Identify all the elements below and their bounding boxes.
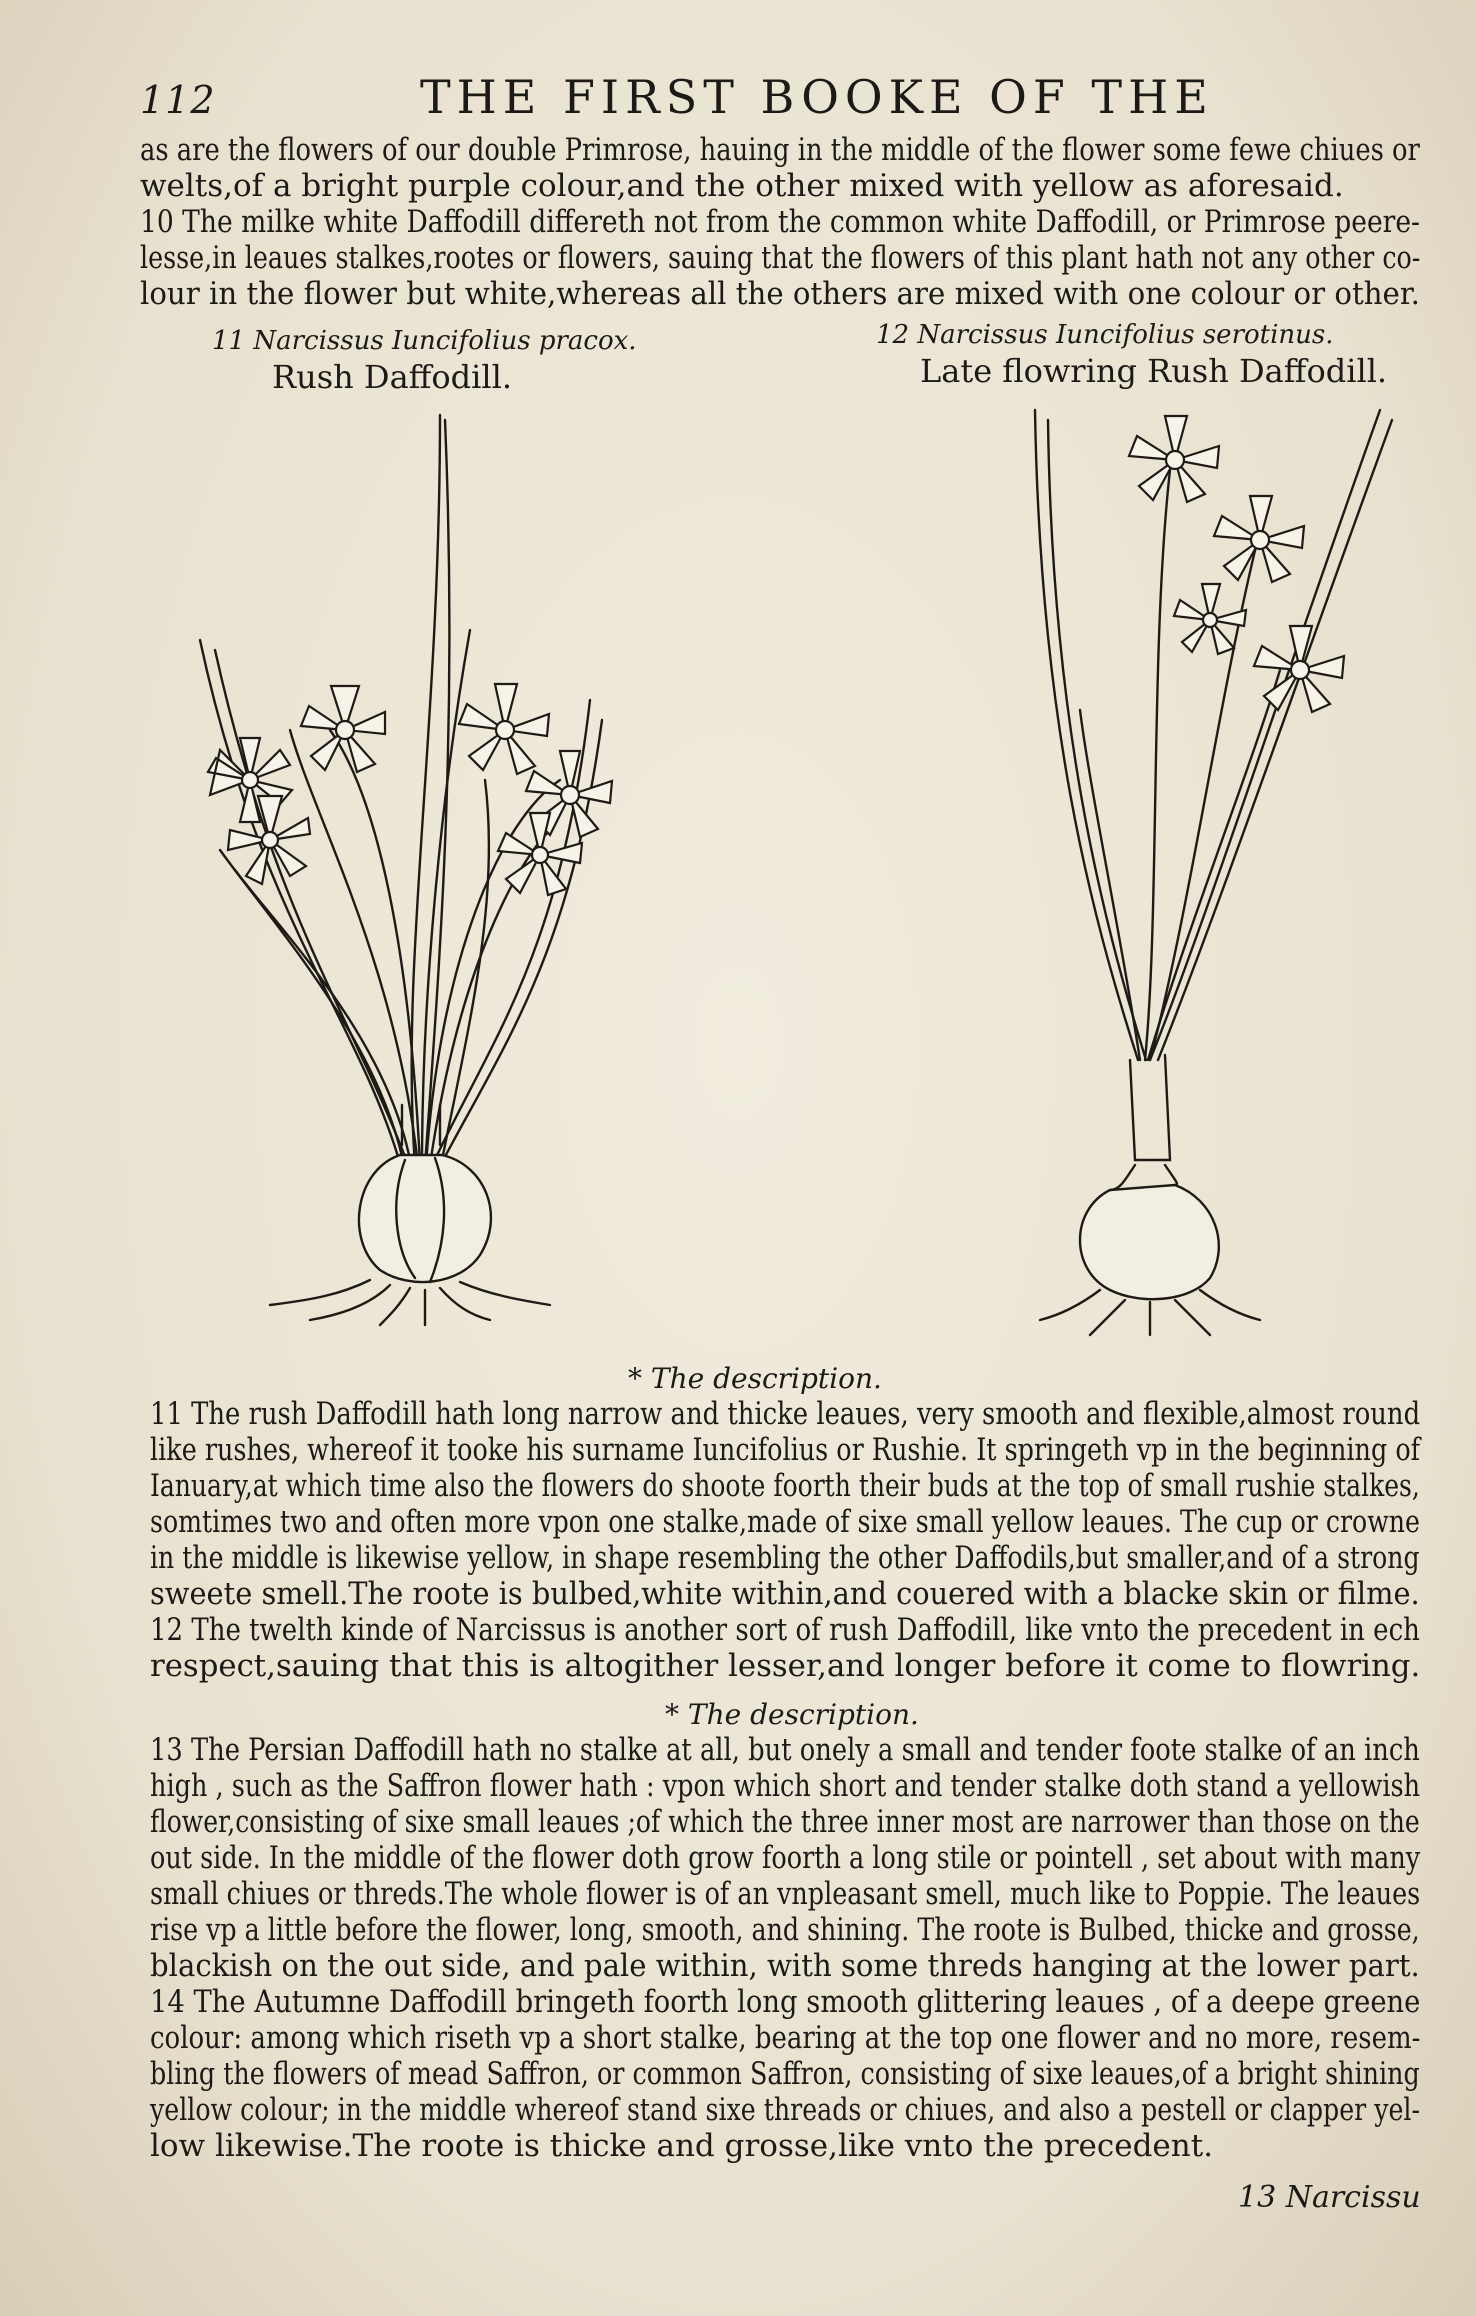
figure-12-latin-caption: 12 Narcissus Iuncifolius serotinus. bbox=[876, 320, 1334, 350]
text-line: welts,of a bright purple colour,and the other mixed with yellow as aforesaid. bbox=[140, 168, 1344, 204]
text-line: like rushes, whereof it tooke his surname Iuncifolius or Rushie. It springeth vp in the beginning of bbox=[150, 1432, 1421, 1468]
text-line: 12 The twelth kinde of Narcissus is another sort of rush Daffodill, like vnto the precedent in ech bbox=[150, 1612, 1420, 1648]
text-line: 13 The Persian Daffodill hath no stalke at all, but onely a small and tender foote stalke of an inch bbox=[150, 1732, 1420, 1768]
figure-12-woodcut-illustration bbox=[960, 390, 1430, 1370]
text-line: Ianuary,at which time also the flowers do shoote foorth their buds at the top of small rushie stalkes, bbox=[150, 1468, 1420, 1504]
figure-11-woodcut-illustration bbox=[140, 400, 720, 1360]
text-line: sweete smell.The roote is bulbed,white within,and couered with a blacke skin or filme. bbox=[150, 1576, 1420, 1612]
text-line: 10 The milke white Daffodill differeth not from the common white Daffodill, or Primrose peere- bbox=[140, 204, 1421, 240]
text-line: low likewise.The roote is thicke and grosse,like vnto the precedent. bbox=[150, 2128, 1214, 2164]
text-line: high , such as the Saffron flower hath : vpon which short and tender stalke doth stand a yellowish bbox=[150, 1768, 1421, 1804]
text-line: 14 The Autumne Daffodill bringeth foorth long smooth glittering leaues , of a deepe greene bbox=[150, 1984, 1421, 2020]
text-line: out side. In the middle of the flower doth grow foorth a long stile or pointell , set about with many bbox=[150, 1840, 1421, 1876]
text-line: 11 The rush Daffodill hath long narrow and thicke leaues, very smooth and flexible,almost round bbox=[150, 1396, 1421, 1432]
text-line: in the middle is likewise yellow, in shape resembling the other Daffodils,but smaller,and of a strong bbox=[150, 1540, 1420, 1576]
text-line: somtimes two and often more vpon one stalke,made of sixe small yellow leaues. The cup or crowne bbox=[150, 1504, 1420, 1540]
page-number: 112 bbox=[140, 78, 216, 122]
figure-11-latin-caption: 11 Narcissus Iuncifolius pracox. bbox=[212, 326, 637, 356]
text-line: colour: among which riseth vp a short stalke, bearing at the top one flower and no more, resem- bbox=[150, 2020, 1421, 2056]
catchword: 13 Narcissu bbox=[1238, 2180, 1421, 2215]
text-line: respect,sauing that this is altogither lesser,and longer before it come to flowring. bbox=[150, 1648, 1421, 1684]
description-heading: * The description. bbox=[628, 1362, 882, 1395]
text-line: lesse,in leaues stalkes,rootes or flowers, sauing that the flowers of this plant hath not any other co- bbox=[140, 240, 1421, 276]
text-line: yellow colour; in the middle whereof stand sixe threads or chiues, and also a pestell or clapper yel- bbox=[150, 2092, 1421, 2128]
running-head-title: THE FIRST BOOKE OF THE bbox=[420, 70, 1214, 124]
text-line: blackish on the out side, and pale within, with some threds hanging at the lower part. bbox=[150, 1948, 1420, 1984]
text-line: rise vp a little before the flower, long, smooth, and shining. The roote is Bulbed, thicke and grosse, bbox=[150, 1912, 1420, 1948]
figure-12-english-caption: Late flowring Rush Daffodill. bbox=[920, 352, 1388, 390]
text-line: as are the flowers of our double Primrose, hauing in the middle of the flower some fewe chiues or bbox=[140, 132, 1420, 168]
text-line: lour in the flower but white,whereas all the others are mixed with one colour or other. bbox=[140, 276, 1420, 312]
figure-11-english-caption: Rush Daffodill. bbox=[272, 358, 512, 396]
text-line: flower,consisting of sixe small leaues ;of which the three inner most are narrower than those on the bbox=[150, 1804, 1420, 1840]
text-line: bling the flowers of mead Saffron, or common Saffron, consisting of sixe leaues,of a bright shining bbox=[150, 2056, 1420, 2092]
text-line: small chiues or threds.The whole flower is of an vnpleasant smell, much like to Poppie. The leaues bbox=[150, 1876, 1421, 1912]
description-heading: * The description. bbox=[665, 1698, 919, 1731]
